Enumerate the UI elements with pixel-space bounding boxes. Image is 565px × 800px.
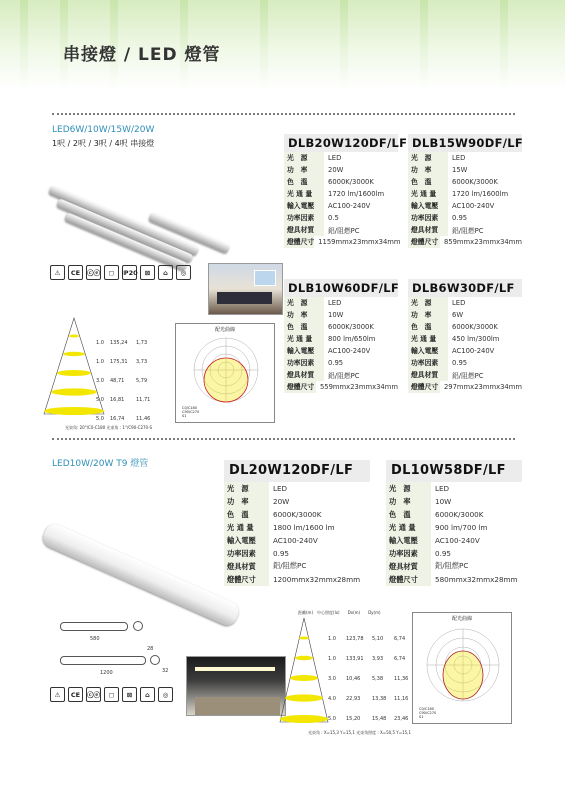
polar-title-1: 配光曲線: [214, 327, 235, 333]
spec-model-name: DLB20W120DF/LF: [284, 134, 398, 152]
beam-diagram-1: [40, 318, 180, 420]
spec-value: AC100-240V: [435, 535, 480, 545]
spec-label: 燈具材質: [408, 224, 448, 236]
spec-row: [224, 560, 370, 573]
spec-label: 功率因素: [284, 212, 324, 224]
spec-row: [284, 224, 398, 236]
spec-value: 6000K/3000K: [452, 322, 498, 331]
spec-label: 輸入電壓: [408, 200, 448, 212]
spec-label: 功 率: [284, 164, 324, 176]
beam-table-cell: 5,10: [372, 636, 384, 642]
beam-table-cell: 15,20: [346, 716, 361, 722]
spec-value: 1159mmx23mmx34mm: [318, 237, 401, 246]
beam-header-2: 距離(m) 中心照度(lx) Dx(m) Dy(m): [298, 610, 381, 615]
spec-value: 1720 lm/1600lm: [452, 189, 509, 198]
spec-label: 輸入電壓: [284, 345, 324, 357]
spec-value: 0.95: [435, 548, 452, 558]
spec-row: [408, 345, 522, 357]
page-title: 串接燈 / LED 燈管: [63, 45, 221, 65]
spec-label: 燈具材質: [284, 369, 324, 381]
spec-label: 燈具材質: [386, 560, 431, 573]
spec-label: 光 源: [284, 297, 324, 309]
cert-icons-2: [50, 687, 173, 702]
spec-label: 光 通 量: [408, 188, 448, 200]
spec-row: [408, 152, 522, 164]
spec-value: 0.95: [328, 358, 344, 367]
spec-value: 鋁/阻燃PC: [273, 561, 307, 570]
spec-row: [284, 381, 398, 393]
spec-value: AC100-240V: [452, 346, 495, 355]
beam-table-cell: 13,38: [372, 696, 387, 702]
spec-model-name: DLB10W60DF/LF: [284, 279, 398, 297]
spec-label: 光 通 量: [284, 333, 324, 345]
polar-title-2: 配光曲線: [451, 616, 472, 622]
spec-model-name: DL20W120DF/LF: [224, 460, 370, 482]
spec-model-name: DLB15W90DF/LF: [408, 134, 522, 152]
spec-value: AC100-240V: [328, 201, 371, 210]
spec-label: 光 源: [224, 482, 269, 495]
spec-value: 580mmx32mmx28mm: [435, 574, 518, 584]
spec-value: LED: [273, 483, 288, 493]
spec-label: 輸入電壓: [284, 200, 324, 212]
beam-table-cell: 11,16: [394, 696, 409, 702]
beam-table-cell: 5,79: [136, 378, 148, 384]
spec-value: 20W: [273, 496, 290, 506]
beam-table-cell: 175,31: [110, 359, 128, 365]
beam-table-cell: 16,81: [110, 397, 125, 403]
spec-row: [224, 495, 370, 508]
spec-label: 功率因素: [408, 212, 448, 224]
spec-row: [224, 573, 370, 586]
spec-label: 光 通 量: [408, 333, 448, 345]
beam-table-cell: 4.0: [328, 696, 336, 702]
spec-label: 光 源: [284, 152, 324, 164]
spec-label: 色 溫: [386, 508, 431, 521]
beam-table-cell: 3.0: [328, 676, 336, 682]
spec-row: [224, 547, 370, 560]
spec-value: 0.95: [452, 213, 468, 222]
spec-label: 色 溫: [408, 176, 448, 188]
beam-table-cell: 22,93: [346, 696, 361, 702]
beam-table-cell: 16,74: [110, 416, 125, 422]
certification-icon: ⓒⓔ: [86, 265, 101, 280]
certification-icon: CE: [68, 687, 83, 702]
spec-label: 輸入電壓: [224, 534, 269, 547]
spec-row: [224, 534, 370, 547]
spec-value: 6000K/3000K: [328, 322, 374, 331]
spec-value: 10W: [435, 496, 452, 506]
spec-label: 色 溫: [224, 508, 269, 521]
spec-row: [284, 176, 398, 188]
spec-row: [224, 508, 370, 521]
spec-label: 光 通 量: [386, 521, 431, 534]
spec-value: 559mmx23mmx34mm: [319, 382, 398, 391]
spec-label: 光 源: [386, 482, 431, 495]
spec-value: 6000K/3000K: [273, 509, 322, 519]
spec-value: LED: [328, 298, 342, 307]
spec-value: 6W: [452, 310, 464, 319]
section-divider: [52, 113, 515, 115]
spec-row: [224, 521, 370, 534]
beam-table-cell: 6,74: [394, 636, 406, 642]
beam-table-cell: 15,48: [372, 716, 387, 722]
spec-value: LED: [452, 298, 466, 307]
certification-icon: ⌂: [140, 687, 155, 702]
spec-label: 功率因素: [386, 547, 431, 560]
spec-card-DL20W120DF: [224, 460, 370, 586]
cert-icons-1: [50, 265, 191, 280]
kitchen-photo: [186, 656, 286, 716]
polar-chart-2: 配光曲線 C0/C180 C90/C270 S1: [412, 612, 512, 724]
beam-table-cell: 3.0: [96, 378, 104, 384]
spec-row: [408, 236, 522, 248]
beam-diagram-2: [280, 618, 420, 728]
spec-label: 功率因素: [408, 357, 448, 369]
spec-value: 鋁/阻燃PC: [328, 371, 360, 380]
beam-table-cell: 5.0: [96, 397, 104, 403]
spec-row: [408, 212, 522, 224]
spec-label: 光 源: [408, 152, 448, 164]
spec-value: AC100-240V: [328, 346, 371, 355]
spec-value: 鋁/阻燃PC: [452, 371, 484, 380]
spec-row: [386, 482, 522, 495]
spec-label: 光 通 量: [224, 521, 269, 534]
spec-card-DL10W58DF: [386, 460, 522, 586]
section-divider-2: [52, 438, 515, 440]
spec-row: [408, 357, 522, 369]
certification-icon: ⓒⓔ: [86, 687, 101, 702]
spec-row: [408, 164, 522, 176]
spec-row: [284, 200, 398, 212]
spec-value: AC100-240V: [452, 201, 495, 210]
spec-row: [284, 236, 401, 248]
beam-table-cell: 1.0: [328, 636, 336, 642]
spec-label: 燈體尺寸: [408, 381, 440, 393]
spec-label: 輸入電壓: [386, 534, 431, 547]
spec-value: 鋁/阻燃PC: [328, 226, 360, 235]
section1-title: LED6W/10W/15W/20W: [52, 125, 155, 135]
spec-label: 功 率: [408, 164, 448, 176]
beam-table-cell: 6,74: [394, 656, 406, 662]
beam-table-cell: 133,91: [346, 656, 364, 662]
certification-icon: ◻: [104, 265, 119, 280]
spec-label: 燈體尺寸: [224, 573, 269, 586]
certification-icon: ⊠: [122, 687, 137, 702]
spec-row: [284, 212, 398, 224]
spec-row: [284, 164, 398, 176]
beam-table-cell: 11,71: [136, 397, 151, 403]
spec-row: [408, 297, 522, 309]
section2-title: LED10W/20W T9 燈管: [52, 459, 149, 469]
certification-icon: ⌂: [158, 265, 173, 280]
spec-row: [386, 573, 522, 586]
spec-label: 功 率: [408, 309, 448, 321]
spec-row: [284, 309, 398, 321]
spec-value: AC100-240V: [273, 535, 318, 545]
spec-value: 297mmx23mmx34mm: [443, 382, 522, 391]
spec-value: 450 lm/300lm: [452, 334, 500, 343]
spec-card-DLB20W120DF: [284, 134, 408, 248]
spec-model-name: DLB6W30DF/LF: [408, 279, 522, 297]
certification-icon: ◎: [158, 687, 173, 702]
spec-value: 鋁/阻燃PC: [435, 561, 469, 570]
spec-value: 900 lm/700 lm: [435, 522, 488, 532]
spec-row: [284, 345, 398, 357]
certification-icon: ⚠: [50, 265, 65, 280]
beam-table-cell: 5.0: [96, 416, 104, 422]
spec-label: 燈具材質: [408, 369, 448, 381]
spec-label: 光 源: [408, 297, 448, 309]
beam-table-cell: 11,46: [136, 416, 151, 422]
spec-row: [408, 333, 522, 345]
beam-table-cell: 1.0: [96, 340, 104, 346]
spec-row: [408, 321, 522, 333]
spec-row: [408, 309, 522, 321]
beam-table-cell: 1.0: [96, 359, 104, 365]
spec-value: LED: [435, 483, 450, 493]
spec-row: [408, 200, 522, 212]
spec-label: 色 溫: [408, 321, 448, 333]
section1-subtitle: 1呎 / 2呎 / 3呎 / 4呎 串接燈: [52, 139, 155, 148]
spec-label: 輸入電壓: [408, 345, 448, 357]
spec-value: 1800 lm/1600 lm: [273, 522, 335, 532]
spec-value: 鋁/阻燃PC: [452, 226, 484, 235]
spec-value: LED: [328, 153, 342, 162]
beam-table-cell: 135,24: [110, 340, 128, 346]
spec-row: [284, 297, 398, 309]
spec-value: 6000K/3000K: [328, 177, 374, 186]
beam-caption-1: 光束角: 20°/C0-C180 光束角 : 1°/C90-C270-S: [65, 425, 153, 430]
spec-row: [386, 560, 522, 573]
spec-row: [386, 508, 522, 521]
certification-icon: IP20: [122, 265, 137, 280]
spec-row: [408, 176, 522, 188]
spec-label: 功 率: [386, 495, 431, 508]
spec-label: 功 率: [224, 495, 269, 508]
beam-table-cell: 23,46: [394, 716, 409, 722]
spec-label: 燈具材質: [224, 560, 269, 573]
beam-table-cell: 1,73: [136, 340, 148, 346]
spec-card-DLB6W30DF: [408, 279, 522, 393]
polar-chart-1: 配光曲線 C0/C180 C90/C270 S1: [175, 323, 275, 423]
spec-value: 0.95: [452, 358, 468, 367]
certification-icon: ◻: [104, 687, 119, 702]
spec-row: [284, 333, 398, 345]
beam-table-cell: 5,38: [372, 676, 384, 682]
beam-table-cell: 48,71: [110, 378, 125, 384]
spec-model-name: DL10W58DF/LF: [386, 460, 522, 482]
spec-label: 燈體尺寸: [284, 236, 314, 248]
spec-row: [284, 152, 398, 164]
spec-row: [284, 369, 398, 381]
beam-table-cell: 123,78: [346, 636, 364, 642]
certification-icon: ⚠: [50, 687, 65, 702]
spec-label: 光 通 量: [284, 188, 324, 200]
spec-row: [284, 321, 398, 333]
spec-value: 10W: [328, 310, 344, 319]
certification-icon: CE: [68, 265, 83, 280]
spec-label: 燈體尺寸: [284, 381, 316, 393]
room-photo: [208, 263, 283, 315]
beam-table-cell: 10,46: [346, 676, 361, 682]
beam-caption-2: 光束角 : X=15,3 Y=15,1 光束角照度 : X=50,5 Y=15,1: [308, 730, 411, 735]
spec-label: 色 溫: [284, 321, 324, 333]
spec-value: 0.5: [328, 213, 339, 222]
spec-row: [408, 369, 522, 381]
spec-value: 1720 lm/1600lm: [328, 189, 385, 198]
certification-icon: ⊠: [140, 265, 155, 280]
certification-icon: ◎: [176, 265, 191, 280]
beam-table-cell: 3,73: [136, 359, 148, 365]
spec-value: 859mmx23mmx34mm: [443, 237, 522, 246]
spec-row: [408, 188, 522, 200]
spec-label: 功率因素: [224, 547, 269, 560]
spec-row: [284, 188, 398, 200]
beam-table-cell: 5.0: [328, 716, 336, 722]
spec-label: 功 率: [284, 309, 324, 321]
spec-card-DLB10W60DF: [284, 279, 398, 393]
spec-value: 1200mmx32mmx28mm: [273, 574, 361, 584]
beam-table-cell: 1.0: [328, 656, 336, 662]
spec-card-DLB15W90DF: [408, 134, 522, 248]
spec-row: [408, 381, 522, 393]
beam-table-cell: 3,93: [372, 656, 384, 662]
spec-value: 800 lm/650lm: [328, 334, 376, 343]
spec-label: 燈體尺寸: [386, 573, 431, 586]
spec-row: [386, 547, 522, 560]
spec-row: [408, 224, 522, 236]
spec-row: [284, 357, 398, 369]
spec-value: 20W: [328, 165, 344, 174]
spec-label: 功率因素: [284, 357, 324, 369]
spec-label: 燈體尺寸: [408, 236, 440, 248]
spec-value: LED: [452, 153, 466, 162]
beam-table-cell: 11,36: [394, 676, 409, 682]
spec-label: 色 溫: [284, 176, 324, 188]
spec-label: 燈具材質: [284, 224, 324, 236]
spec-row: [386, 495, 522, 508]
spec-value: 6000K/3000K: [435, 509, 484, 519]
spec-value: 6000K/3000K: [452, 177, 498, 186]
spec-value: 15W: [452, 165, 468, 174]
spec-value: 0.95: [273, 548, 290, 558]
spec-row: [224, 482, 370, 495]
spec-row: [386, 521, 522, 534]
spec-row: [386, 534, 522, 547]
